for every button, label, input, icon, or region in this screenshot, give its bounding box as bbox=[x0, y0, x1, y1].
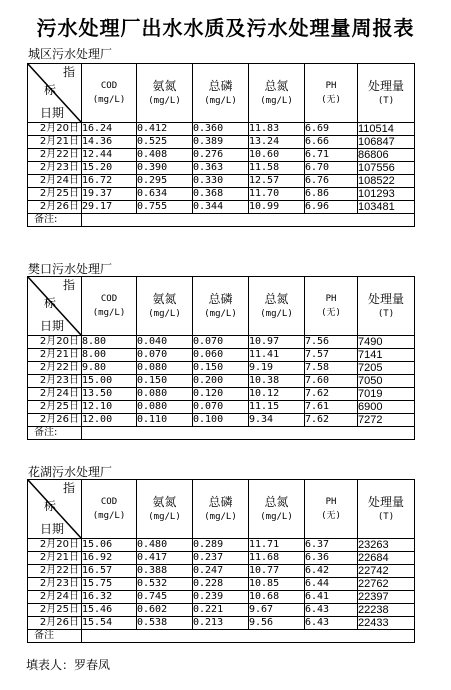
nh3-cell: 0.480 bbox=[137, 539, 193, 552]
header-cod: COD (mg/L) bbox=[82, 64, 137, 123]
water-quality-table bbox=[27, 479, 415, 643]
tp-cell: 0.221 bbox=[193, 604, 249, 617]
flow-cell: 106847 bbox=[358, 136, 415, 149]
flow-cell: 22762 bbox=[358, 578, 415, 591]
cod-cell: 13.50 bbox=[82, 388, 137, 401]
cod-cell: 16.24 bbox=[82, 123, 137, 136]
date-cell: 2月26日 bbox=[28, 617, 82, 630]
tp-cell: 0.200 bbox=[193, 375, 249, 388]
date-cell: 2月20日 bbox=[28, 123, 82, 136]
remark-label: 备注: bbox=[28, 427, 82, 440]
report-title: 污水处理厂出水水质及污水处理量周报表 bbox=[36, 16, 415, 40]
cod-cell: 12.00 bbox=[82, 414, 137, 427]
date-cell: 2月23日 bbox=[28, 578, 82, 591]
remark-row bbox=[28, 630, 415, 643]
header-total-nitrogen: 总氮 (mg/L) bbox=[249, 480, 305, 539]
date-cell: 2月21日 bbox=[28, 136, 82, 149]
header-ph: PH (无) bbox=[305, 64, 358, 123]
table-row bbox=[28, 375, 415, 388]
ph-cell: 7.60 bbox=[305, 375, 358, 388]
flow-cell: 107556 bbox=[358, 162, 415, 175]
tp-cell: 0.368 bbox=[193, 188, 249, 201]
table-row bbox=[28, 336, 415, 349]
tp-cell: 0.070 bbox=[193, 336, 249, 349]
cod-cell: 15.20 bbox=[82, 162, 137, 175]
cod-cell: 14.36 bbox=[82, 136, 137, 149]
flow-cell: 7141 bbox=[358, 349, 415, 362]
nh3-cell: 0.755 bbox=[137, 201, 193, 214]
tn-cell: 11.83 bbox=[249, 123, 305, 136]
cod-cell: 16.92 bbox=[82, 552, 137, 565]
header-indicator-label-2: 标 bbox=[44, 499, 57, 513]
header-ammonia-nitrogen: 氨氮 (mg/L) bbox=[137, 480, 193, 539]
tn-cell: 10.97 bbox=[249, 336, 305, 349]
table-row bbox=[28, 388, 415, 401]
cod-cell: 16.32 bbox=[82, 591, 137, 604]
ph-cell: 6.43 bbox=[305, 604, 358, 617]
tn-cell: 10.85 bbox=[249, 578, 305, 591]
flow-cell: 7272 bbox=[358, 414, 415, 427]
ph-cell: 6.76 bbox=[305, 175, 358, 188]
tn-cell: 10.12 bbox=[249, 388, 305, 401]
tn-cell: 9.56 bbox=[249, 617, 305, 630]
date-cell: 2月22日 bbox=[28, 149, 82, 162]
header-date-label: 日期 bbox=[40, 106, 65, 120]
ph-cell: 6.66 bbox=[305, 136, 358, 149]
table-row bbox=[28, 591, 415, 604]
table-row bbox=[28, 188, 415, 201]
ph-cell: 6.70 bbox=[305, 162, 358, 175]
date-cell: 2月25日 bbox=[28, 604, 82, 617]
tp-cell: 0.239 bbox=[193, 591, 249, 604]
table-header-row bbox=[28, 277, 415, 336]
tn-cell: 10.38 bbox=[249, 375, 305, 388]
flow-cell: 7050 bbox=[358, 375, 415, 388]
tp-cell: 0.389 bbox=[193, 136, 249, 149]
nh3-cell: 0.634 bbox=[137, 188, 193, 201]
tn-cell: 11.58 bbox=[249, 162, 305, 175]
header-total-phosphorus: 总磷 (mg/L) bbox=[193, 64, 249, 123]
header-treatment-volume: 处理量 (T) bbox=[358, 277, 415, 336]
header-ammonia-nitrogen: 氨氮 (mg/L) bbox=[137, 64, 193, 123]
date-cell: 2月23日 bbox=[28, 162, 82, 175]
remark-value bbox=[82, 630, 415, 643]
ph-cell: 6.43 bbox=[305, 617, 358, 630]
tp-cell: 0.213 bbox=[193, 617, 249, 630]
flow-cell: 6900 bbox=[358, 401, 415, 414]
cod-cell: 9.80 bbox=[82, 362, 137, 375]
table-row bbox=[28, 162, 415, 175]
tp-cell: 0.100 bbox=[193, 414, 249, 427]
ph-cell: 7.61 bbox=[305, 401, 358, 414]
date-cell: 2月20日 bbox=[28, 336, 82, 349]
tp-cell: 0.289 bbox=[193, 539, 249, 552]
date-cell: 2月26日 bbox=[28, 414, 82, 427]
table-row bbox=[28, 349, 415, 362]
nh3-cell: 0.412 bbox=[137, 123, 193, 136]
tn-cell: 11.41 bbox=[249, 349, 305, 362]
ph-cell: 7.62 bbox=[305, 388, 358, 401]
date-cell: 2月26日 bbox=[28, 201, 82, 214]
table-row bbox=[28, 552, 415, 565]
header-ph: PH (无) bbox=[305, 277, 358, 336]
header-indicator-label: 指 bbox=[62, 65, 75, 79]
date-cell: 2月23日 bbox=[28, 375, 82, 388]
table-row bbox=[28, 539, 415, 552]
flow-cell: 22397 bbox=[358, 591, 415, 604]
header-treatment-volume: 处理量 (T) bbox=[358, 480, 415, 539]
ph-cell: 6.41 bbox=[305, 591, 358, 604]
tp-cell: 0.363 bbox=[193, 162, 249, 175]
tn-cell: 11.70 bbox=[249, 188, 305, 201]
tp-cell: 0.120 bbox=[193, 388, 249, 401]
tp-cell: 0.237 bbox=[193, 552, 249, 565]
ph-cell: 6.42 bbox=[305, 565, 358, 578]
ph-cell: 6.37 bbox=[305, 539, 358, 552]
header-indicator-label: 指 bbox=[62, 278, 75, 292]
ph-cell: 6.86 bbox=[305, 188, 358, 201]
date-cell: 2月22日 bbox=[28, 362, 82, 375]
plant-name: 花湖污水处理厂 bbox=[28, 465, 113, 479]
header-indicator-label-2: 标 bbox=[44, 83, 57, 97]
header-ammonia-nitrogen: 氨氮 (mg/L) bbox=[137, 277, 193, 336]
ph-cell: 6.44 bbox=[305, 578, 358, 591]
water-quality-table bbox=[27, 276, 415, 440]
tp-cell: 0.060 bbox=[193, 349, 249, 362]
tn-cell: 11.71 bbox=[249, 539, 305, 552]
tn-cell: 11.15 bbox=[249, 401, 305, 414]
header-indicator-label: 指 bbox=[62, 481, 75, 495]
date-cell: 2月25日 bbox=[28, 401, 82, 414]
tp-cell: 0.247 bbox=[193, 565, 249, 578]
nh3-cell: 0.525 bbox=[137, 136, 193, 149]
table-header-row bbox=[28, 64, 415, 123]
plant-name: 樊口污水处理厂 bbox=[28, 262, 113, 276]
flow-cell: 7490 bbox=[358, 336, 415, 349]
diagonal-header-cell bbox=[28, 64, 82, 123]
water-quality-table bbox=[27, 63, 415, 227]
ph-cell: 6.36 bbox=[305, 552, 358, 565]
nh3-cell: 0.070 bbox=[137, 349, 193, 362]
table-row bbox=[28, 123, 415, 136]
date-cell: 2月21日 bbox=[28, 349, 82, 362]
cod-cell: 16.72 bbox=[82, 175, 137, 188]
flow-cell: 22684 bbox=[358, 552, 415, 565]
nh3-cell: 0.110 bbox=[137, 414, 193, 427]
cod-cell: 19.37 bbox=[82, 188, 137, 201]
table-row bbox=[28, 414, 415, 427]
date-cell: 2月24日 bbox=[28, 388, 82, 401]
nh3-cell: 0.080 bbox=[137, 362, 193, 375]
ph-cell: 7.62 bbox=[305, 414, 358, 427]
table-row bbox=[28, 578, 415, 591]
tn-cell: 10.60 bbox=[249, 149, 305, 162]
nh3-cell: 0.080 bbox=[137, 388, 193, 401]
plant-name: 城区污水处理厂 bbox=[28, 47, 113, 61]
flow-cell: 110514 bbox=[358, 123, 415, 136]
cod-cell: 8.80 bbox=[82, 336, 137, 349]
nh3-cell: 0.602 bbox=[137, 604, 193, 617]
table-row bbox=[28, 149, 415, 162]
flow-cell: 22238 bbox=[358, 604, 415, 617]
tn-cell: 10.99 bbox=[249, 201, 305, 214]
flow-cell: 7205 bbox=[358, 362, 415, 375]
cod-cell: 15.06 bbox=[82, 539, 137, 552]
header-total-nitrogen: 总氮 (mg/L) bbox=[249, 64, 305, 123]
header-indicator-label-2: 标 bbox=[44, 296, 57, 310]
table-row bbox=[28, 617, 415, 630]
cod-cell: 15.00 bbox=[82, 375, 137, 388]
filler-line: 填表人：罗春凤 bbox=[26, 658, 111, 672]
tp-cell: 0.344 bbox=[193, 201, 249, 214]
header-total-phosphorus: 总磷 (mg/L) bbox=[193, 277, 249, 336]
table-row bbox=[28, 565, 415, 578]
tp-cell: 0.228 bbox=[193, 578, 249, 591]
table-header-row bbox=[28, 480, 415, 539]
nh3-cell: 0.080 bbox=[137, 401, 193, 414]
table-row bbox=[28, 401, 415, 414]
header-date-label: 日期 bbox=[40, 319, 65, 333]
table-row bbox=[28, 175, 415, 188]
flow-cell: 23263 bbox=[358, 539, 415, 552]
cod-cell: 8.00 bbox=[82, 349, 137, 362]
diagonal-header-cell bbox=[28, 480, 82, 539]
remark-value bbox=[82, 214, 415, 227]
ph-cell: 6.96 bbox=[305, 201, 358, 214]
date-cell: 2月21日 bbox=[28, 552, 82, 565]
ph-cell: 6.69 bbox=[305, 123, 358, 136]
nh3-cell: 0.295 bbox=[137, 175, 193, 188]
nh3-cell: 0.538 bbox=[137, 617, 193, 630]
nh3-cell: 0.040 bbox=[137, 336, 193, 349]
cod-cell: 15.46 bbox=[82, 604, 137, 617]
nh3-cell: 0.745 bbox=[137, 591, 193, 604]
ph-cell: 7.57 bbox=[305, 349, 358, 362]
header-total-phosphorus: 总磷 (mg/L) bbox=[193, 480, 249, 539]
nh3-cell: 0.388 bbox=[137, 565, 193, 578]
tn-cell: 9.34 bbox=[249, 414, 305, 427]
nh3-cell: 0.417 bbox=[137, 552, 193, 565]
ph-cell: 6.71 bbox=[305, 149, 358, 162]
header-date-label: 日期 bbox=[40, 522, 65, 536]
nh3-cell: 0.150 bbox=[137, 375, 193, 388]
date-cell: 2月25日 bbox=[28, 188, 82, 201]
date-cell: 2月20日 bbox=[28, 539, 82, 552]
ph-cell: 7.58 bbox=[305, 362, 358, 375]
remark-row bbox=[28, 427, 415, 440]
flow-cell: 7019 bbox=[358, 388, 415, 401]
tn-cell: 9.19 bbox=[249, 362, 305, 375]
cod-cell: 16.57 bbox=[82, 565, 137, 578]
tp-cell: 0.276 bbox=[193, 149, 249, 162]
diagonal-header-cell bbox=[28, 277, 82, 336]
tp-cell: 0.150 bbox=[193, 362, 249, 375]
flow-cell: 22433 bbox=[358, 617, 415, 630]
cod-cell: 12.10 bbox=[82, 401, 137, 414]
tn-cell: 13.24 bbox=[249, 136, 305, 149]
flow-cell: 86806 bbox=[358, 149, 415, 162]
tn-cell: 11.68 bbox=[249, 552, 305, 565]
flow-cell: 103481 bbox=[358, 201, 415, 214]
nh3-cell: 0.532 bbox=[137, 578, 193, 591]
tp-cell: 0.360 bbox=[193, 123, 249, 136]
flow-cell: 101293 bbox=[358, 188, 415, 201]
flow-cell: 108522 bbox=[358, 175, 415, 188]
remark-label: 备注 bbox=[28, 630, 82, 643]
tn-cell: 10.77 bbox=[249, 565, 305, 578]
header-cod: COD (mg/L) bbox=[82, 480, 137, 539]
remark-value bbox=[82, 427, 415, 440]
table-row bbox=[28, 201, 415, 214]
tn-cell: 9.67 bbox=[249, 604, 305, 617]
flow-cell: 22742 bbox=[358, 565, 415, 578]
header-total-nitrogen: 总氮 (mg/L) bbox=[249, 277, 305, 336]
header-treatment-volume: 处理量 (T) bbox=[358, 64, 415, 123]
header-ph: PH (无) bbox=[305, 480, 358, 539]
nh3-cell: 0.408 bbox=[137, 149, 193, 162]
table-row bbox=[28, 136, 415, 149]
date-cell: 2月24日 bbox=[28, 591, 82, 604]
cod-cell: 29.17 bbox=[82, 201, 137, 214]
cod-cell: 15.54 bbox=[82, 617, 137, 630]
nh3-cell: 0.390 bbox=[137, 162, 193, 175]
date-cell: 2月22日 bbox=[28, 565, 82, 578]
table-row bbox=[28, 604, 415, 617]
cod-cell: 12.44 bbox=[82, 149, 137, 162]
table-row bbox=[28, 362, 415, 375]
tn-cell: 10.68 bbox=[249, 591, 305, 604]
tn-cell: 12.57 bbox=[249, 175, 305, 188]
remark-label: 备注: bbox=[28, 214, 82, 227]
date-cell: 2月24日 bbox=[28, 175, 82, 188]
remark-row bbox=[28, 214, 415, 227]
tp-cell: 0.330 bbox=[193, 175, 249, 188]
header-cod: COD (mg/L) bbox=[82, 277, 137, 336]
tp-cell: 0.070 bbox=[193, 401, 249, 414]
cod-cell: 15.75 bbox=[82, 578, 137, 591]
ph-cell: 7.56 bbox=[305, 336, 358, 349]
